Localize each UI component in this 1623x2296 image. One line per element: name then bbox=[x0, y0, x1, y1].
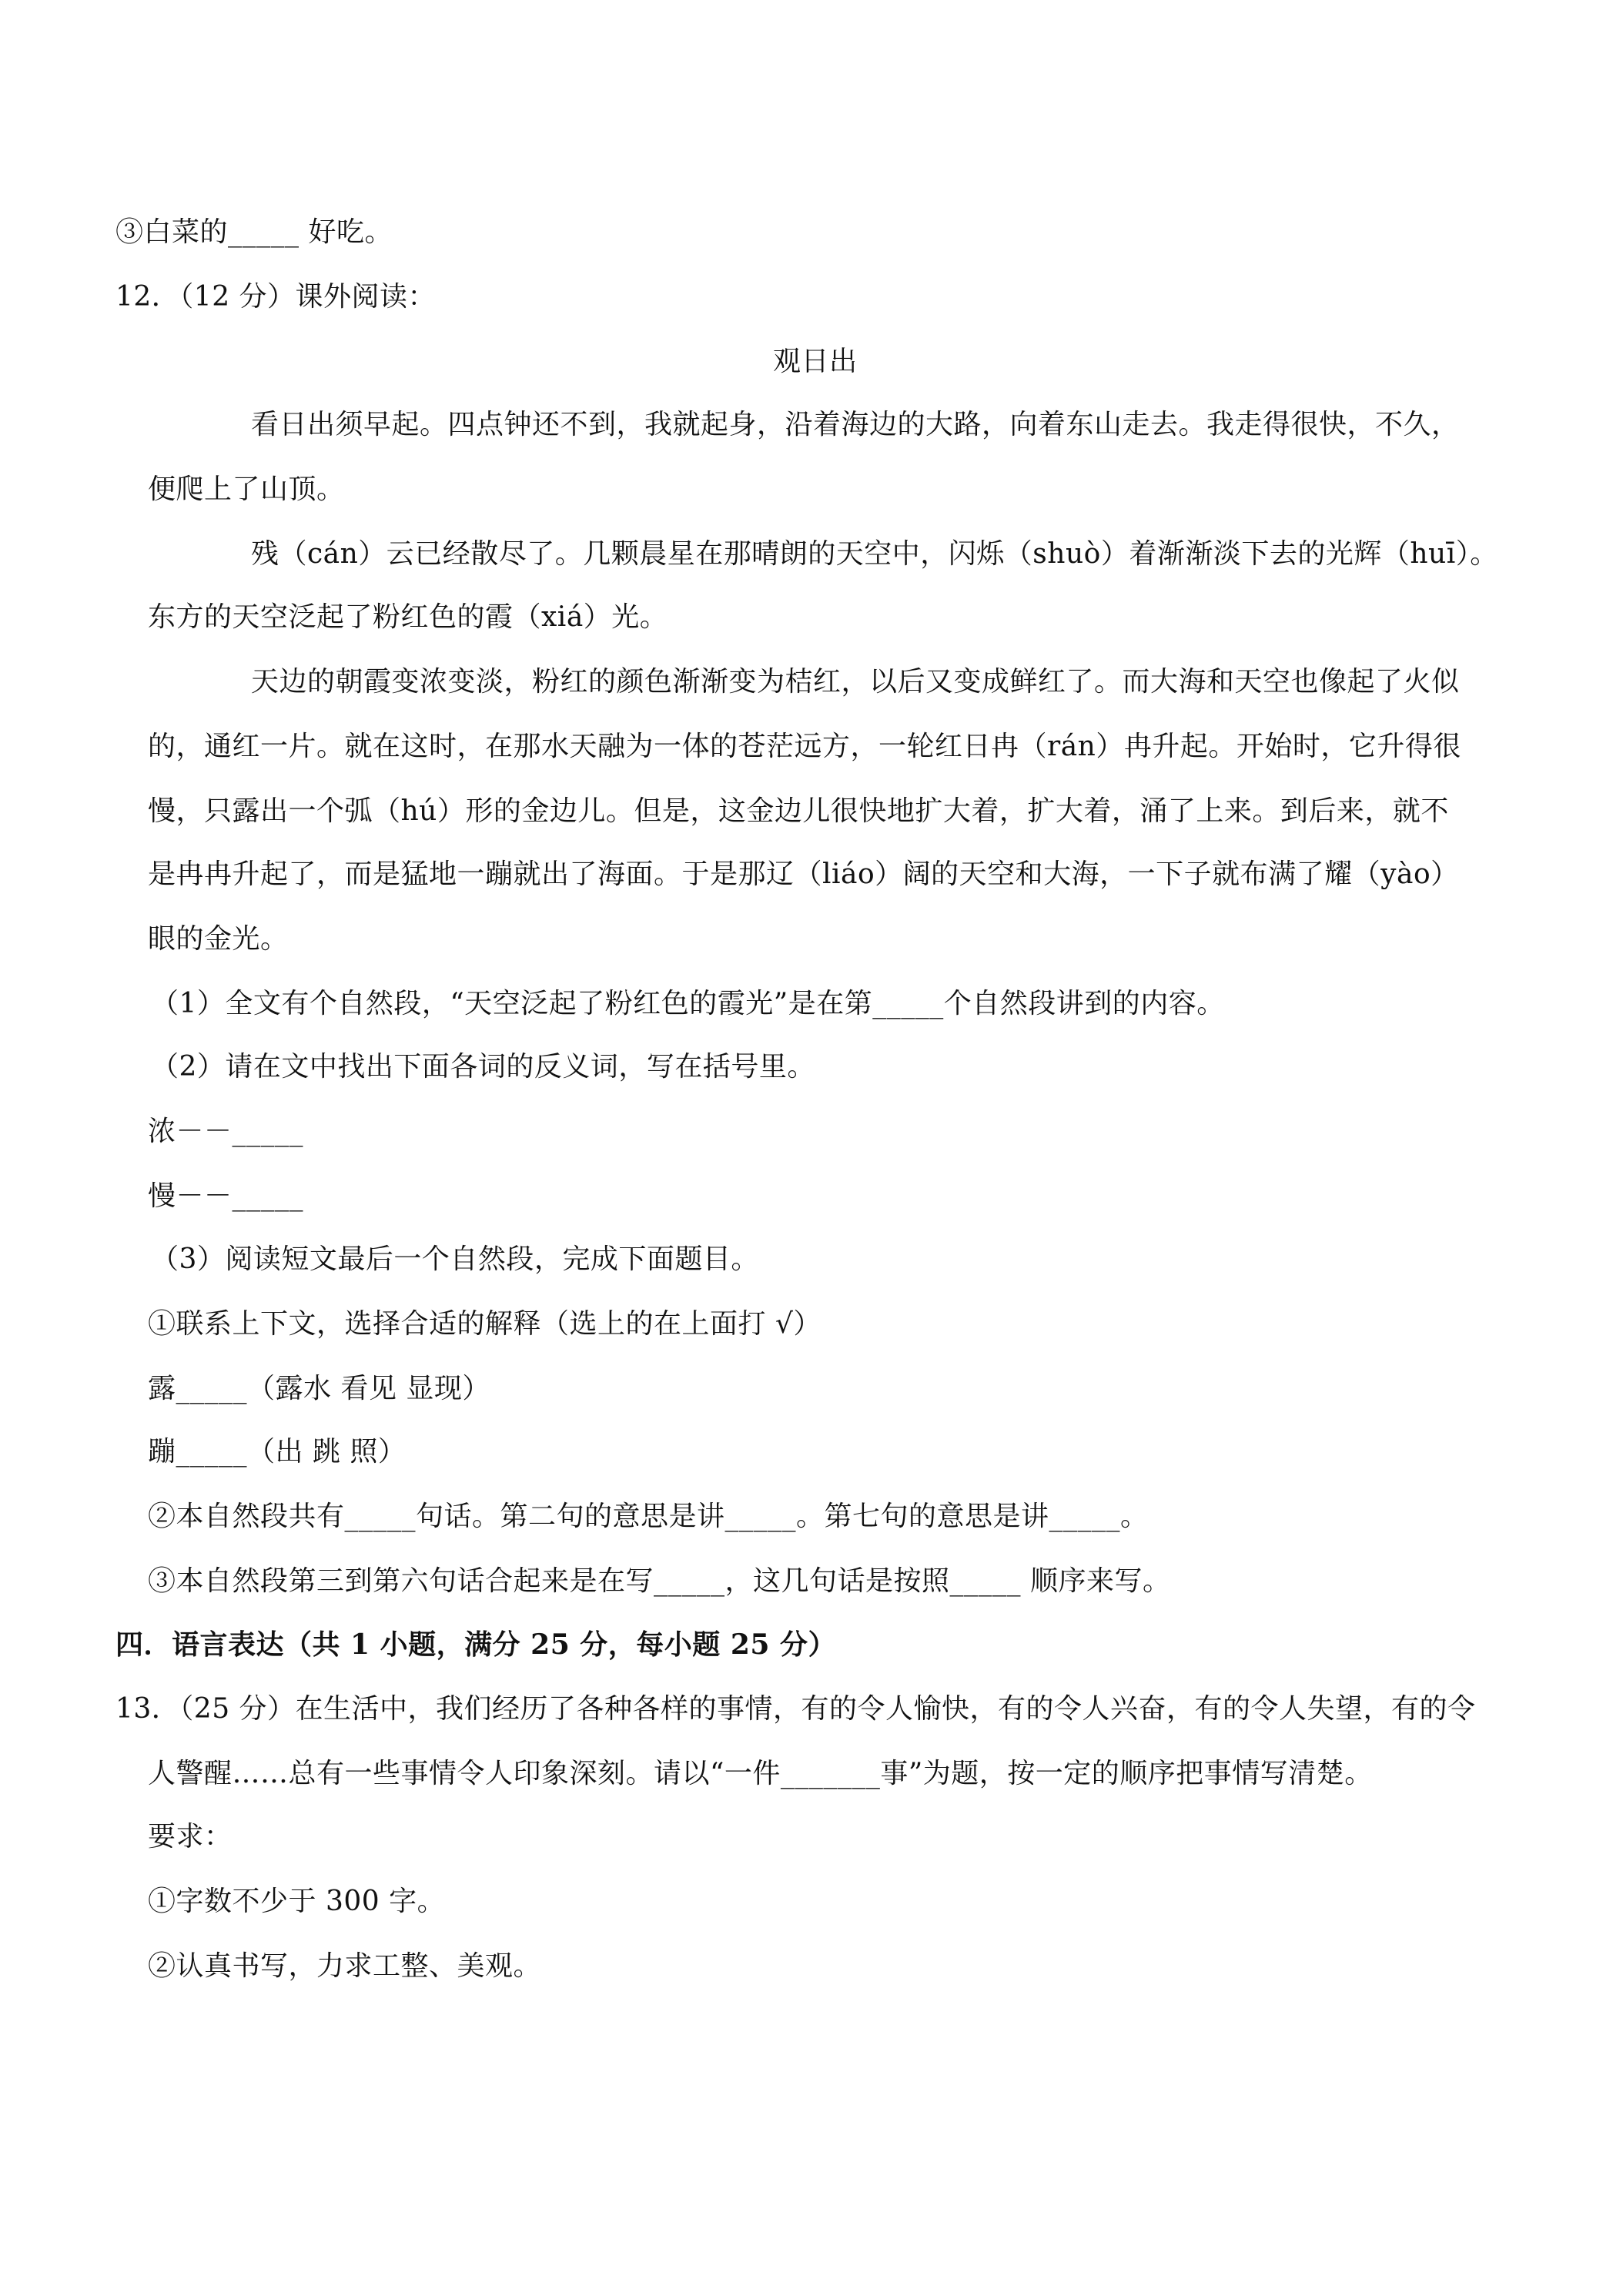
q12-part-2: （2）请在文中找出下面各词的反义词，写在括号里。 bbox=[151, 1051, 815, 1083]
q13-line1: 13．（25 分）在生活中，我们经历了各种各样的事情，有的令人愉快，有的令人兴奋，有的令人失望，有的令 bbox=[115, 1693, 1476, 1725]
passage-p3-line5: 眼的金光。 bbox=[148, 923, 289, 955]
passage-p3-line2: 的，通红一片。就在这时，在那水天融为一体的苍茫远方，一轮红日冉（rán）冉升起。开始时，它升得很 bbox=[148, 731, 1461, 762]
q12-part-3-item-3: ③本自然段第三到第六句话合起来是在写_____，这几句话是按照_____ 顺序来写。 bbox=[148, 1565, 1171, 1597]
q11-item-3: ③白菜的_____ 好吃。 bbox=[115, 216, 393, 248]
q13-requirement-1: ①字数不少于 300 字。 bbox=[148, 1886, 446, 1917]
passage-p1-line1: 看日出须早起。四点钟还不到，我就起身，沿着海边的大路，向着东山走去。我走得很快，不久， bbox=[251, 409, 1460, 440]
antonym-man: 慢－－_____ bbox=[148, 1180, 304, 1212]
passage-title: 观日出 bbox=[773, 346, 858, 377]
passage-p3-line3: 慢，只露出一个弧（hú）形的金边儿。但是，这金边儿很快地扩大着，扩大着，涌了上来。到后来，就不 bbox=[148, 795, 1449, 827]
passage-p3-line4: 是冉冉升起了，而是猛地一蹦就出了海面。于是那辽（liáo）阔的天空和大海，一下子就布满了耀（yào） bbox=[148, 858, 1459, 890]
passage-p3-line1: 天边的朝霞变浓变淡，粉红的颜色渐渐变为桔红，以后又变成鲜红了。而大海和天空也像起了火似 bbox=[251, 666, 1460, 698]
section-4-heading: 四．语言表达（共 1 小题，满分 25 分，每小题 25 分） bbox=[115, 1628, 836, 1661]
choice-beng: 蹦_____（出 跳 照） bbox=[148, 1436, 407, 1468]
q13-requirement-2: ②认真书写，力求工整、美观。 bbox=[148, 1950, 542, 1982]
q12-heading: 12．（12 分）课外阅读： bbox=[115, 281, 437, 313]
q12-part-1: （1）全文有个自然段，“天空泛起了粉红色的霞光”是在第_____个自然段讲到的内容。 bbox=[151, 988, 1225, 1019]
antonym-nong: 浓－－_____ bbox=[148, 1116, 304, 1147]
q12-part-3-item-1: ①联系上下文，选择合适的解释（选上的在上面打 √） bbox=[148, 1308, 822, 1340]
passage-p2-line2: 东方的天空泛起了粉红色的霞（xiá）光。 bbox=[148, 601, 668, 633]
choice-lu: 露_____（露水 看见 显现） bbox=[148, 1373, 490, 1404]
q13-line2: 人警醒……总有一些事情令人印象深刻。请以“一件_______事”为题，按一定的顺序把事情写清楚。 bbox=[148, 1758, 1373, 1789]
passage-p1-line2: 便爬上了山顶。 bbox=[148, 474, 345, 505]
q12-part-3-item-2: ②本自然段共有_____句话。第二句的意思是讲_____。第七句的意思是讲_____。 bbox=[148, 1501, 1149, 1532]
passage-p2-line1: 残（cán）云已经散尽了。几颗晨星在那晴朗的天空中，闪烁（shuò）着渐渐淡下去的光辉（huī）。 bbox=[251, 538, 1498, 570]
q13-requirements-label: 要求： bbox=[148, 1821, 233, 1853]
q12-part-3: （3）阅读短文最后一个自然段，完成下面题目。 bbox=[151, 1243, 759, 1275]
